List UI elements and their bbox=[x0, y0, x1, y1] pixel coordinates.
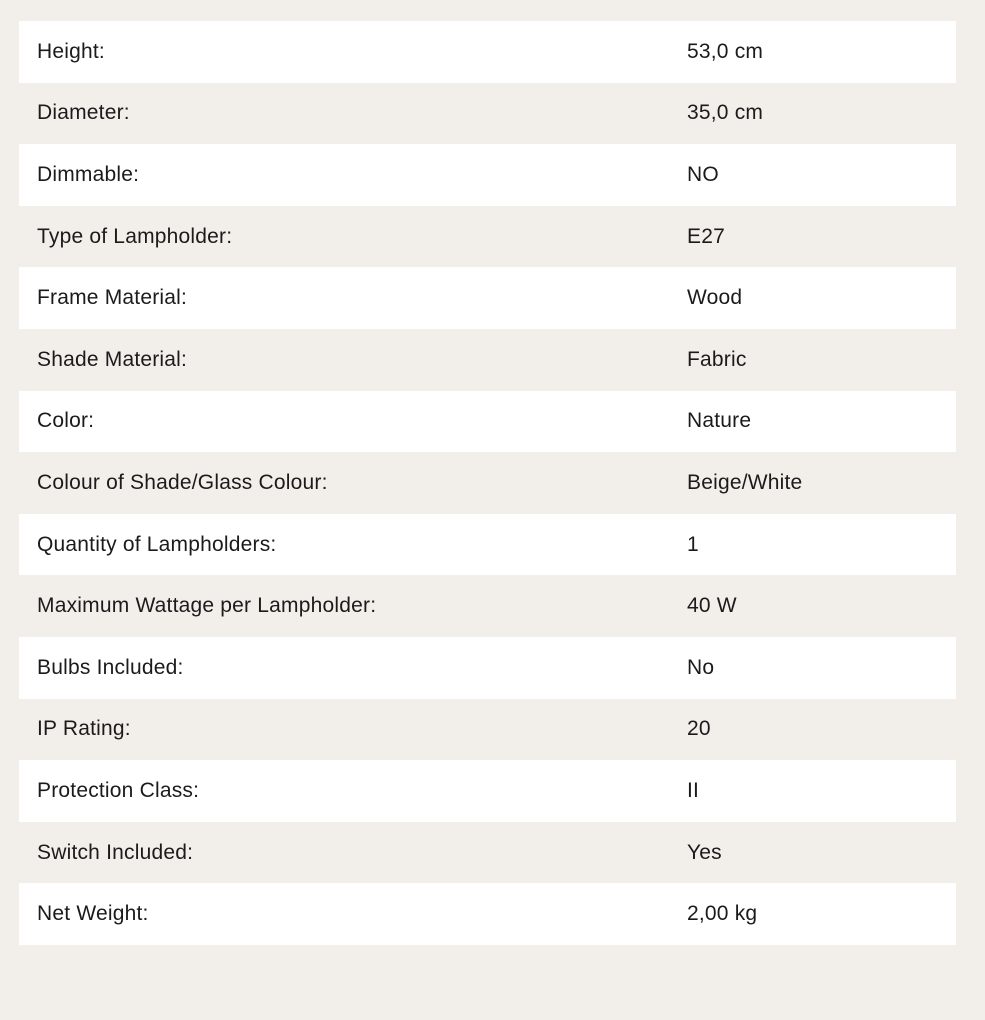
spec-row-diameter bbox=[19, 83, 956, 145]
spec-value: 53,0 cm bbox=[687, 39, 764, 63]
spec-label: Color: bbox=[37, 409, 95, 433]
spec-value: 40 W bbox=[687, 594, 737, 618]
spec-value: 35,0 cm bbox=[687, 101, 764, 125]
spec-value: Nature bbox=[687, 409, 752, 433]
spec-label: Colour of Shade/Glass Colour: bbox=[37, 470, 328, 494]
spec-value: II bbox=[687, 778, 700, 802]
spec-row-height bbox=[19, 21, 956, 83]
spec-label: Net Weight: bbox=[37, 902, 149, 926]
spec-label: Height: bbox=[37, 39, 105, 63]
spec-label: Dimmable: bbox=[37, 162, 140, 186]
spec-row-frame-material bbox=[19, 267, 956, 329]
spec-label: Maximum Wattage per Lampholder: bbox=[37, 594, 377, 618]
spec-value: Fabric bbox=[687, 347, 747, 371]
spec-label: Frame Material: bbox=[37, 286, 188, 310]
spec-value: 2,00 kg bbox=[687, 902, 758, 926]
spec-value: NO bbox=[687, 162, 719, 186]
spec-value: No bbox=[687, 655, 715, 679]
spec-row-dimmable bbox=[19, 144, 956, 206]
spec-row-net-weight bbox=[19, 883, 956, 945]
spec-row-ip-rating bbox=[19, 699, 956, 761]
spec-row-lampholder-quantity bbox=[19, 514, 956, 576]
spec-label: Quantity of Lampholders: bbox=[37, 532, 277, 556]
spec-label: IP Rating: bbox=[37, 717, 131, 741]
spec-row-bulbs-included bbox=[19, 637, 956, 699]
spec-value: 20 bbox=[687, 717, 711, 741]
spec-label: Protection Class: bbox=[37, 778, 200, 802]
spec-label: Type of Lampholder: bbox=[37, 224, 233, 248]
spec-label: Diameter: bbox=[37, 101, 130, 125]
spec-value: Beige/White bbox=[687, 470, 803, 494]
spec-label: Shade Material: bbox=[37, 347, 188, 371]
spec-value: 1 bbox=[687, 532, 699, 556]
spec-label: Bulbs Included: bbox=[37, 655, 184, 679]
spec-table bbox=[19, 21, 956, 945]
spec-row-shade-colour bbox=[19, 452, 956, 514]
spec-row-max-wattage bbox=[19, 575, 956, 637]
spec-value: E27 bbox=[687, 224, 725, 248]
spec-row-switch-included bbox=[19, 822, 956, 884]
spec-row-lampholder-type bbox=[19, 206, 956, 268]
spec-row-protection-class bbox=[19, 760, 956, 822]
spec-row-shade-material bbox=[19, 329, 956, 391]
spec-label: Switch Included: bbox=[37, 840, 194, 864]
spec-value: Wood bbox=[687, 286, 743, 310]
spec-row-color bbox=[19, 391, 956, 453]
spec-value: Yes bbox=[687, 840, 722, 864]
